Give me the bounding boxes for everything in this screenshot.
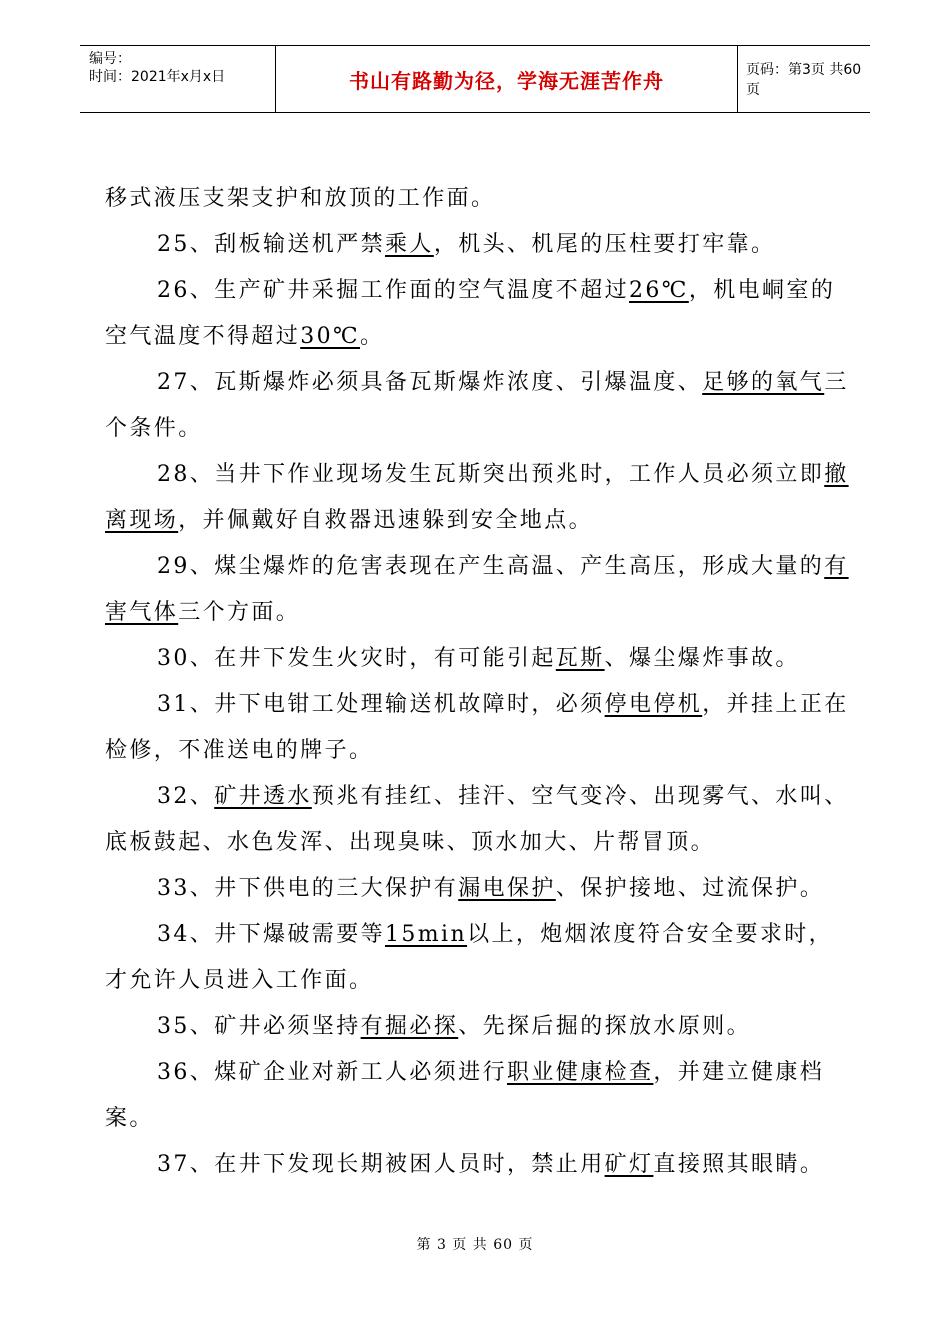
paragraph [105,682,850,774]
text-run: 、先探后掘的探放水原则。 [458,1014,752,1039]
paragraph [105,452,850,544]
text-run: ，并建立健康档案。 [105,1060,825,1131]
page-header [80,45,870,113]
time-label: 时间：2021年x月x日 [89,69,226,85]
paragraph [105,1050,850,1142]
text-run: 25、刮板输送机严禁 [157,232,385,257]
text-run: 三个条件。 [105,370,849,441]
underlined-answer: 瓦斯 [555,646,605,671]
page-footer: 第 3 页 共 60 页 [416,1237,534,1253]
text-run: 32、 [157,784,215,809]
text-run: 37、在井下发现长期被困人员时，禁止用 [157,1152,605,1177]
header-page-cell [738,46,870,112]
underlined-answer: 矿井透水 [214,784,312,809]
text-run: ，机头、机尾的压柱要打牢靠。 [433,232,776,257]
text-run: 直接照其眼睛。 [653,1152,825,1177]
page-label: 页码：第3页 共60页 [746,62,862,98]
underlined-answer: 26℃ [629,278,689,303]
underlined-answer: 职业健康检查 [507,1060,654,1085]
underlined-answer: 有害气体 [105,554,849,625]
text-run: 30、在井下发生火灾时，有可能引起 [157,646,556,671]
code-label: 编号： [89,51,131,67]
underlined-answer: 停电停机 [604,692,703,717]
paragraph [105,636,850,682]
text-run: ，机电峒室的空气温度不得超过 [105,278,836,349]
paragraph [105,1004,850,1050]
paragraph [105,360,850,452]
paragraph [105,268,850,360]
text-run: 。 [360,324,385,349]
underlined-answer: 漏电保护 [458,876,556,901]
motto-text: 书山有路勤为径，学海无涯苦作舟 [349,68,664,93]
text-run: 33、井下供电的三大保护有 [157,876,459,901]
paragraph [105,222,850,268]
header-motto-cell [276,46,738,112]
paragraph [105,1142,850,1188]
text-run: 、保护接地、过流保护。 [555,876,825,901]
underlined-answer: 有掘必探 [360,1014,459,1039]
paragraph [105,912,850,1004]
text-run: 27、瓦斯爆炸必须具备瓦斯爆炸浓度、引爆温度、 [157,370,703,395]
text-run: 34、井下爆破需要等 [157,922,385,947]
text-run: 31、井下电钳工处理输送机故障时，必须 [157,692,605,717]
document-body [105,176,850,1188]
header-meta [80,46,276,112]
text-run: 36、煤矿企业对新工人必须进行 [157,1060,507,1085]
text-run: 35、矿井必须坚持 [157,1014,361,1039]
underlined-answer: 撤离现场 [105,462,849,533]
text-run: 28、当井下作业现场发生瓦斯突出预兆时，工作人员必须立即 [157,462,825,487]
text-run: 以上，炮烟浓度符合安全要求时，才允许人员进入工作面。 [105,922,834,993]
text-run: ，并挂上正在检修，不准送电的牌子。 [105,692,849,763]
text-run: 预兆有挂红、挂汗、空气变冷、出现雾气、水叫、底板鼓起、水色发浑、出现臭味、顶水加大、片帮冒顶。 [105,784,849,855]
text-run: 29、煤尘爆炸的危害表现在产生高温、产生高压，形成大量的 [157,554,825,579]
text-run: ，并佩戴好自救器迅速躲到安全地点。 [178,508,594,533]
text-run: 三个方面。 [178,600,301,625]
underlined-answer: 矿灯 [604,1152,654,1177]
underlined-answer: 足够的氧气 [702,370,825,395]
text-run: 26、生产矿井采掘工作面的空气温度不超过 [157,278,629,303]
paragraph [105,866,850,912]
text-run: 、爆尘爆炸事故。 [604,646,800,671]
paragraph [105,544,850,636]
underlined-answer: 30℃ [300,324,361,349]
underlined-answer: 乘人 [385,232,434,257]
text-run: 移式液压支架支护和放顶的工作面。 [105,186,496,211]
underlined-answer: 15min [385,922,468,947]
paragraph [105,176,850,222]
paragraph [105,774,850,866]
